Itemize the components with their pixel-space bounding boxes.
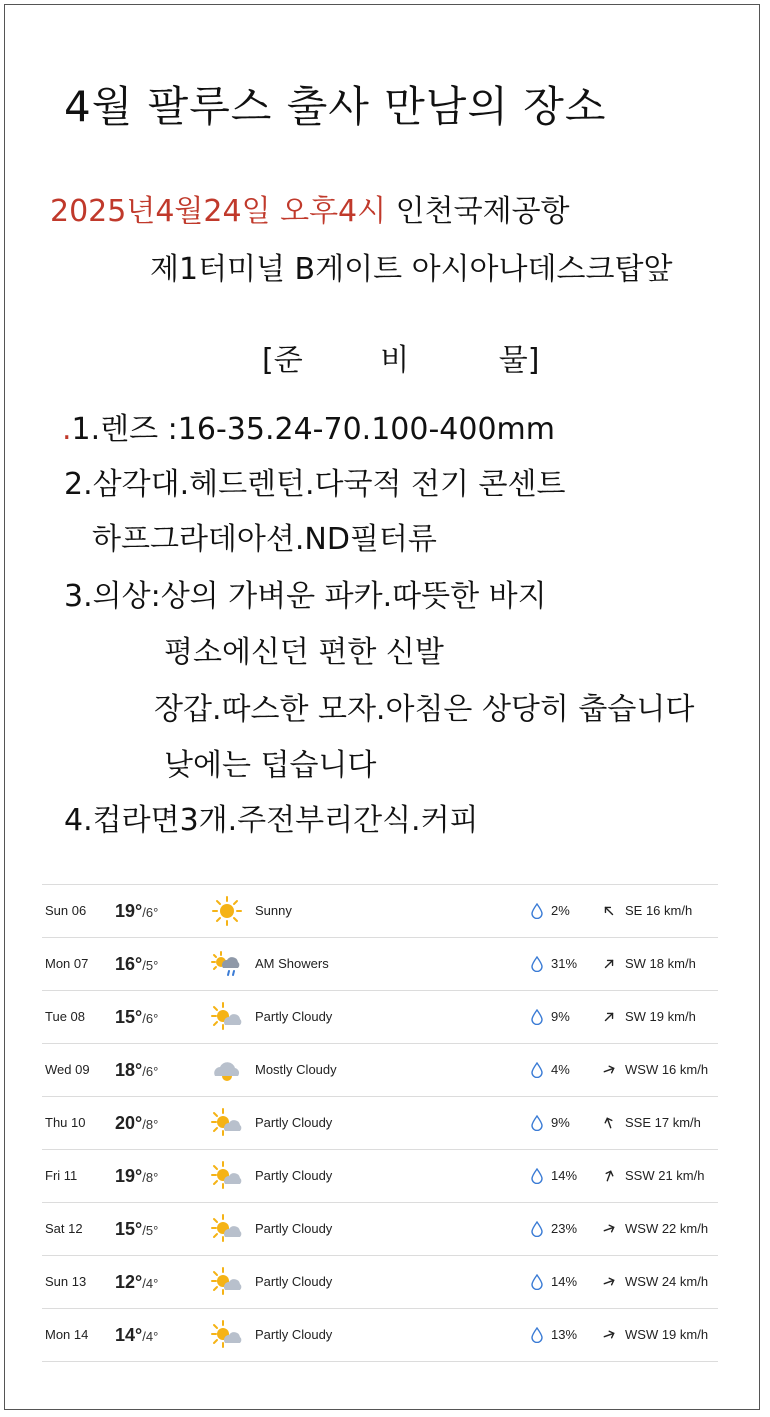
forecast-low: /6° [142, 1064, 159, 1079]
forecast-row [42, 1096, 718, 1149]
forecast-condition: AM Showers [255, 956, 329, 971]
raindrop-icon [530, 1274, 544, 1290]
forecast-row [42, 1043, 718, 1096]
wind-direction-icon [602, 1063, 616, 1077]
wind-speed: SW 19 km/h [625, 1009, 696, 1024]
forecast-row [42, 937, 718, 990]
prep-heading-open: [준 [262, 343, 303, 378]
wind-direction-icon [602, 1328, 616, 1342]
forecast-condition: Partly Cloudy [255, 1327, 333, 1342]
wind-speed: WSW 22 km/h [625, 1221, 709, 1236]
raindrop-icon [530, 1062, 544, 1078]
forecast-condition: Partly Cloudy [255, 1221, 333, 1236]
mostly-cloudy-icon [210, 1054, 244, 1086]
page-title: 4월 팔루스 출사 만남의 장소 [64, 82, 607, 131]
prep-heading-close: 물] [498, 343, 540, 378]
forecast-day: Mon 07 [45, 956, 89, 971]
precip-chance: 9% [551, 1115, 570, 1130]
forecast-row [42, 1308, 718, 1361]
list-item-filters: 하프그라데아션.ND필터류 [92, 522, 437, 557]
forecast-row [42, 1255, 718, 1308]
forecast-low: /8° [142, 1170, 159, 1185]
forecast-day: Thu 10 [45, 1115, 86, 1130]
weather-forecast-list [42, 884, 718, 1362]
meeting-location-detail: 제1터미널 B게이트 아시아나데스크탑앞 [150, 252, 673, 287]
forecast-row [42, 990, 718, 1043]
forecast-row [42, 1149, 718, 1202]
forecast-day: Sun 13 [45, 1274, 87, 1289]
forecast-day: Tue 08 [45, 1009, 85, 1024]
forecast-low: /8° [142, 1117, 159, 1132]
partly-cloudy-icon [210, 1001, 244, 1033]
wind-direction-icon [602, 1222, 616, 1236]
forecast-high: 19° [115, 901, 143, 921]
raindrop-icon [530, 956, 544, 972]
forecast-temps [115, 1150, 158, 1202]
forecast-temps [115, 1256, 158, 1308]
wind-speed: SW 18 km/h [625, 956, 696, 971]
wind-speed: WSW 19 km/h [625, 1327, 709, 1342]
raindrop-icon [530, 1115, 544, 1131]
precip-chance: 14% [551, 1274, 578, 1289]
forecast-low: /6° [142, 905, 159, 920]
prep-heading [262, 335, 539, 379]
forecast-high: 20° [115, 1113, 143, 1133]
forecast-temps [115, 1309, 158, 1361]
forecast-day: Fri 11 [45, 1168, 78, 1183]
forecast-condition: Sunny [255, 903, 292, 918]
raindrop-icon [530, 1221, 544, 1237]
meeting-place: 인천국제공항 [386, 194, 570, 229]
forecast-high: 19° [115, 1166, 143, 1186]
list-item-gloves: 장갑.따스한 모자.아침은 상당히 춥습니다 [154, 692, 695, 727]
forecast-row [42, 1202, 718, 1255]
wind-direction-icon [602, 904, 616, 918]
forecast-row [42, 884, 718, 937]
forecast-condition: Partly Cloudy [255, 1274, 333, 1289]
forecast-day: Sat 12 [45, 1221, 83, 1236]
showers-icon [210, 948, 244, 980]
forecast-high: 14° [115, 1325, 143, 1345]
forecast-day: Mon 14 [45, 1327, 89, 1342]
red-dot: . [62, 412, 72, 447]
forecast-low: /6° [142, 1011, 159, 1026]
partly-cloudy-icon [210, 1160, 244, 1192]
wind-speed: WSW 16 km/h [625, 1062, 709, 1077]
wind-direction-icon [602, 1169, 616, 1183]
precip-chance: 4% [551, 1062, 570, 1077]
precip-chance: 2% [551, 903, 570, 918]
forecast-condition: Partly Cloudy [255, 1009, 333, 1024]
forecast-low: /5° [142, 1223, 159, 1238]
wind-direction-icon [602, 957, 616, 971]
lens-text: 1.렌즈 :16-35.24-70.100-400mm [71, 412, 555, 447]
forecast-low: /5° [142, 958, 159, 973]
meeting-datetime: 2025년4월24일 오후4시 [50, 194, 387, 229]
forecast-temps [115, 885, 158, 937]
raindrop-icon [530, 1009, 544, 1025]
list-item-lens [62, 404, 555, 448]
precip-chance: 14% [551, 1168, 578, 1183]
forecast-condition: Partly Cloudy [255, 1115, 333, 1130]
forecast-low: /4° [142, 1329, 159, 1344]
forecast-temps [115, 938, 158, 990]
forecast-bottom-divider [42, 1361, 718, 1362]
forecast-day: Wed 09 [45, 1062, 90, 1077]
wind-speed: SSE 17 km/h [625, 1115, 701, 1130]
precip-chance: 13% [551, 1327, 578, 1342]
precip-chance: 23% [551, 1221, 578, 1236]
prep-heading-mid: 비 [380, 343, 410, 378]
precip-chance: 31% [551, 956, 578, 971]
forecast-high: 15° [115, 1219, 143, 1239]
wind-speed: WSW 24 km/h [625, 1274, 709, 1289]
partly-cloudy-icon [210, 1107, 244, 1139]
forecast-condition: Mostly Cloudy [255, 1062, 337, 1077]
wind-speed: SSW 21 km/h [625, 1168, 705, 1183]
forecast-high: 15° [115, 1007, 143, 1027]
forecast-high: 16° [115, 954, 143, 974]
wind-direction-icon [602, 1275, 616, 1289]
forecast-temps [115, 1097, 158, 1149]
forecast-condition: Partly Cloudy [255, 1168, 333, 1183]
wind-speed: SE 16 km/h [625, 903, 693, 918]
list-item-tripod: 2.삼각대.헤드렌턴.다국적 전기 콘센트 [64, 467, 566, 502]
forecast-temps [115, 991, 158, 1043]
forecast-temps [115, 1044, 158, 1096]
forecast-day: Sun 06 [45, 903, 87, 918]
forecast-high: 18° [115, 1060, 143, 1080]
sunny-icon [210, 895, 244, 927]
meeting-datetime-line [50, 186, 570, 230]
raindrop-icon [530, 1168, 544, 1184]
precip-chance: 9% [551, 1009, 570, 1024]
list-item-daytime-note: 낮에는 덥습니다 [164, 748, 377, 783]
forecast-temps [115, 1203, 158, 1255]
raindrop-icon [530, 1327, 544, 1343]
list-item-food: 4.컵라면3개.주전부리간식.커피 [64, 803, 479, 838]
partly-cloudy-icon [210, 1319, 244, 1351]
forecast-low: /4° [142, 1276, 159, 1291]
wind-direction-icon [602, 1010, 616, 1024]
list-item-shoes: 평소에신던 편한 신발 [164, 635, 444, 670]
wind-direction-icon [602, 1116, 616, 1130]
list-item-clothing: 3.의상:상의 가벼운 파카.따뜻한 바지 [64, 579, 547, 614]
partly-cloudy-icon [210, 1213, 244, 1245]
partly-cloudy-icon [210, 1266, 244, 1298]
raindrop-icon [530, 903, 544, 919]
forecast-high: 12° [115, 1272, 143, 1292]
